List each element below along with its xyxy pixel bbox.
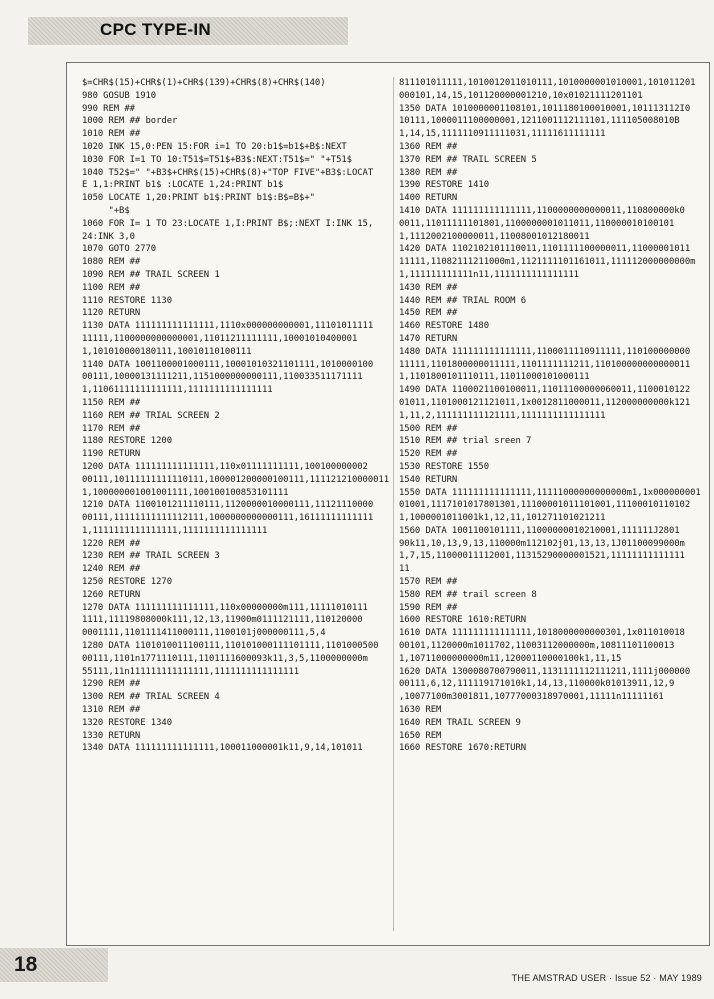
- code-line: 1330 RETURN: [82, 730, 141, 741]
- code-line: 1600 RESTORE 1610:RETURN: [399, 615, 527, 626]
- code-line: 1030 FOR I=1 TO 10:T51$=T51$+B3$:NEXT:T51$=" "+T51$: [82, 154, 352, 165]
- code-line: 1,11061111111111111,1111111111111111: [82, 385, 273, 396]
- code-line: 1070 GOTO 2770: [82, 244, 157, 255]
- code-line: 980 GOSUB 1910: [82, 90, 157, 101]
- code-line: 1650 REM: [399, 730, 442, 741]
- code-line: 01011,1101000121121011,1x0012811000011,112000000000k121: [399, 397, 691, 408]
- code-line: $=CHR$(15)+CHR$(1)+CHR$(139)+CHR$(8)+CHR$(140): [82, 78, 326, 88]
- code-line: 1310 REM ##: [82, 705, 141, 716]
- code-line: 1220 REM ##: [82, 538, 141, 549]
- code-line: 1540 RETURN: [399, 474, 458, 485]
- code-line: 00111,11111111111112111,1000000000000111,16111111111111: [82, 513, 374, 524]
- code-line: 1150 REM ##: [82, 397, 141, 408]
- code-line: 1430 REM ##: [399, 282, 458, 293]
- code-line: 1450 REM ##: [399, 308, 458, 319]
- code-line: ,10077100m3001811,10777000318970001,11111n11111161: [399, 692, 664, 703]
- code-line: 1500 REM ##: [399, 423, 458, 434]
- code-line: 11: [399, 564, 410, 575]
- code-line: 1390 RESTORE 1410: [399, 180, 489, 191]
- code-line: 1160 REM ## TRIAL SCREEN 2: [82, 410, 220, 421]
- code-line: 1530 RESTORE 1550: [399, 461, 489, 472]
- code-line: 811101011111,1010012011010111,1010000001010001,101011201: [399, 78, 696, 88]
- code-line: 1660 RESTORE 1670:RETURN: [399, 743, 527, 754]
- code-line: 1,1101800101110111,11011000101000111: [399, 372, 590, 383]
- code-line: 1440 REM ## TRIAL ROOM 6: [399, 295, 527, 306]
- code-line: 1360 REM ##: [399, 141, 458, 152]
- code-line: 1300 REM ## TRIAL SCREEN 4: [82, 692, 220, 703]
- code-line: E 1,1:PRINT b1$ :LOCATE 1,24:PRINT b1$: [82, 180, 284, 191]
- code-line: 1270 DATA 111111111111111,110x00000000m111,11111010111: [82, 602, 368, 613]
- code-line: 1510 REM ## trial sreen 7: [399, 436, 532, 447]
- code-line: 1580 REM ## trail screen 8: [399, 589, 537, 600]
- code-line: 1630 REM: [399, 705, 442, 716]
- code-line: 00111,1101n1771110111,1101111600093k11,3,5,1100000000m: [82, 653, 368, 664]
- code-line: 1190 RETURN: [82, 449, 141, 460]
- code-line: 90k11,10,13,9,13,110000m112102j01,13,13,1J01100099000m: [399, 538, 685, 549]
- code-line: 1340 DATA 111111111111111,100011000001k11,9,14,101011: [82, 743, 363, 754]
- code-line: 1400 RETURN: [399, 193, 458, 204]
- code-line: 1,11,2,111111111121111,1111111111111111: [399, 410, 606, 421]
- code-line: 1640 REM TRAIL SCREEN 9: [399, 717, 521, 728]
- code-line: 1170 REM ##: [82, 423, 141, 434]
- column-divider: [393, 77, 394, 931]
- code-line: 1380 REM ##: [399, 167, 458, 178]
- code-line: 1470 RETURN: [399, 333, 458, 344]
- code-listing-box: [66, 62, 710, 946]
- code-line: 00111,10000131111211,1151000000000111,110033511171111: [82, 372, 363, 383]
- code-line: 1230 REM ## TRAIL SCREEN 3: [82, 551, 220, 562]
- code-line: 1480 DATA 111111111111111,1100011110911111,110100000000: [399, 346, 691, 357]
- code-line: 1370 REM ## TRAIL SCREEN 5: [399, 154, 537, 165]
- code-line: 1610 DATA 111111111111111,1018000000000301,1x011010018: [399, 628, 685, 639]
- code-line: 01001,1117101017801301,11100001011101001,11100010110102: [399, 500, 691, 511]
- code-line: 1260 RETURN: [82, 589, 141, 600]
- code-line: 1040 T52$=" "+B3$+CHR$(15)+CHR$(8)+"TOP FIVE"+B3$:LOCAT: [82, 167, 374, 178]
- code-line: 1,14,15,1111110911111031,11111611111111: [399, 129, 606, 140]
- code-line: 1620 DATA 1300080700790011,1131111112111211,1111j000000: [399, 666, 691, 677]
- code-line: 11111,11082111211000m1,1121111101161011,111112000000000m: [399, 257, 696, 268]
- code-line: 1250 RESTORE 1270: [82, 577, 172, 588]
- code-line: 1350 DATA 1010000001108101,1011180100010001,101113112I0: [399, 103, 691, 114]
- code-line: 1,1111111111111111,1111111111111111: [82, 525, 268, 536]
- code-line: 1290 REM ##: [82, 679, 141, 690]
- listing-column-right: [399, 77, 709, 755]
- code-line: 1130 DATA 111111111111111,1110x000000000001,11101011111: [82, 321, 374, 332]
- code-line: 1410 DATA 111111111111111,1100000000000011,110800000k0: [399, 205, 685, 216]
- code-line: 55111,11n111111111111111,1111111111111111: [82, 666, 300, 677]
- code-line: 11111,1100000000000001,11011211111111,10001010400001: [82, 333, 358, 344]
- code-line: 1080 REM ##: [82, 257, 141, 268]
- code-line: 1060 FOR I= 1 TO 23:LOCATE 1,I:PRINT B$;:NEXT I:INK 15,: [82, 218, 374, 229]
- code-line: 1,111111111111n11,1111111111111111: [399, 269, 579, 280]
- code-line: 1320 RESTORE 1340: [82, 717, 172, 728]
- code-line: 1180 RESTORE 1200: [82, 436, 172, 447]
- code-line: 990 REM ##: [82, 103, 135, 114]
- code-line: 1560 DATA 1001100101111,11000000010210001,111111J2801: [399, 525, 680, 536]
- code-line: 1120 RETURN: [82, 308, 141, 319]
- code-line: 1,1112002100000011,11008001012180011: [399, 231, 590, 242]
- code-line: 1420 DATA 1102102101110011,1101111100000011,11000001011: [399, 244, 691, 255]
- footer-credit: THE AMSTRAD USER · Issue 52 · MAY 1989: [511, 973, 702, 983]
- code-line: 1590 REM ##: [399, 602, 458, 613]
- code-line: 1,10711000000000m11,12000110000100k1,11,15: [399, 653, 622, 664]
- code-line: 00111,10111111111110111,100001200000100111,111121210000011: [82, 474, 390, 485]
- code-line: 000101,14,15,101120000001210,10x01021111201101: [399, 90, 643, 101]
- code-line: 00111,6,12,111119171010k1,14,13,110000k01013911,12,9: [399, 679, 675, 690]
- code-line: 1,101010000180111,10010110100111: [82, 346, 252, 357]
- code-line: 1111,11119808000k111,12,13,11900m0111121111,110120000: [82, 615, 363, 626]
- code-line: 1200 DATA 111111111111111,110x01111111111,100100000002: [82, 461, 368, 472]
- code-line: 1550 DATA 111111111111111,11111000000000000m1,1x000000001: [399, 487, 701, 498]
- code-line: 10111,1000011100000001,1211001112111101,111105008010B: [399, 116, 680, 127]
- code-line: 1050 LOCATE 1,20:PRINT b1$:PRINT b1$:B$=B$+": [82, 193, 315, 204]
- code-line: 1,7,15,11000011112001,11315290000001521,11111111111111: [399, 551, 685, 562]
- listing-column-left: [82, 77, 392, 755]
- code-line: 1210 DATA 1100101211110111,1120000010000111,11121110000: [82, 500, 374, 511]
- code-line: 1090 REM ## TRAIL SCREEN 1: [82, 269, 220, 280]
- code-line: 1490 DATA 1100021100100011,11011100000060011,1100010122: [399, 385, 691, 396]
- code-line: 1110 RESTORE 1130: [82, 295, 172, 306]
- code-line: 1100 REM ##: [82, 282, 141, 293]
- code-line: 1280 DATA 1101010011100111,110101000111101111,1101000500: [82, 641, 379, 652]
- code-line: 1,1000001011001k1,12,11,101271101021211: [399, 513, 606, 524]
- code-line: 1140 DATA 1001100001000111,10001010321101111,1010000100: [82, 359, 374, 370]
- page-number: 18: [14, 953, 38, 976]
- code-line: 1520 REM ##: [399, 449, 458, 460]
- section-title: CPC TYPE-IN: [100, 20, 211, 39]
- code-line: 0001111,1101111411000111,1100101j000000111,5,4: [82, 628, 326, 639]
- code-line: 0011,11011111101801,1100000001011011,110000010100101: [399, 218, 675, 229]
- code-line: 24:INK 3,0: [82, 231, 135, 242]
- code-line: 1010 REM ##: [82, 129, 141, 140]
- code-line: 00101,1120000m1011702,11003112000000m,10811101100013: [399, 641, 675, 652]
- code-line: 1460 RESTORE 1480: [399, 321, 489, 332]
- code-line: 1000 REM ## border: [82, 116, 178, 127]
- code-line: 1,100000001001001111,100100100853101111: [82, 487, 289, 498]
- code-line: "+B$: [82, 205, 130, 216]
- code-line: 1240 REM ##: [82, 564, 141, 575]
- code-line: 1570 REM ##: [399, 577, 458, 588]
- code-line: 11111,1101800000011111,1101111111211,110100000000000011: [399, 359, 691, 370]
- code-line: 1020 INK 15,0:PEN 15:FOR i=1 TO 20:b1$=b1$+B$:NEXT: [82, 141, 347, 152]
